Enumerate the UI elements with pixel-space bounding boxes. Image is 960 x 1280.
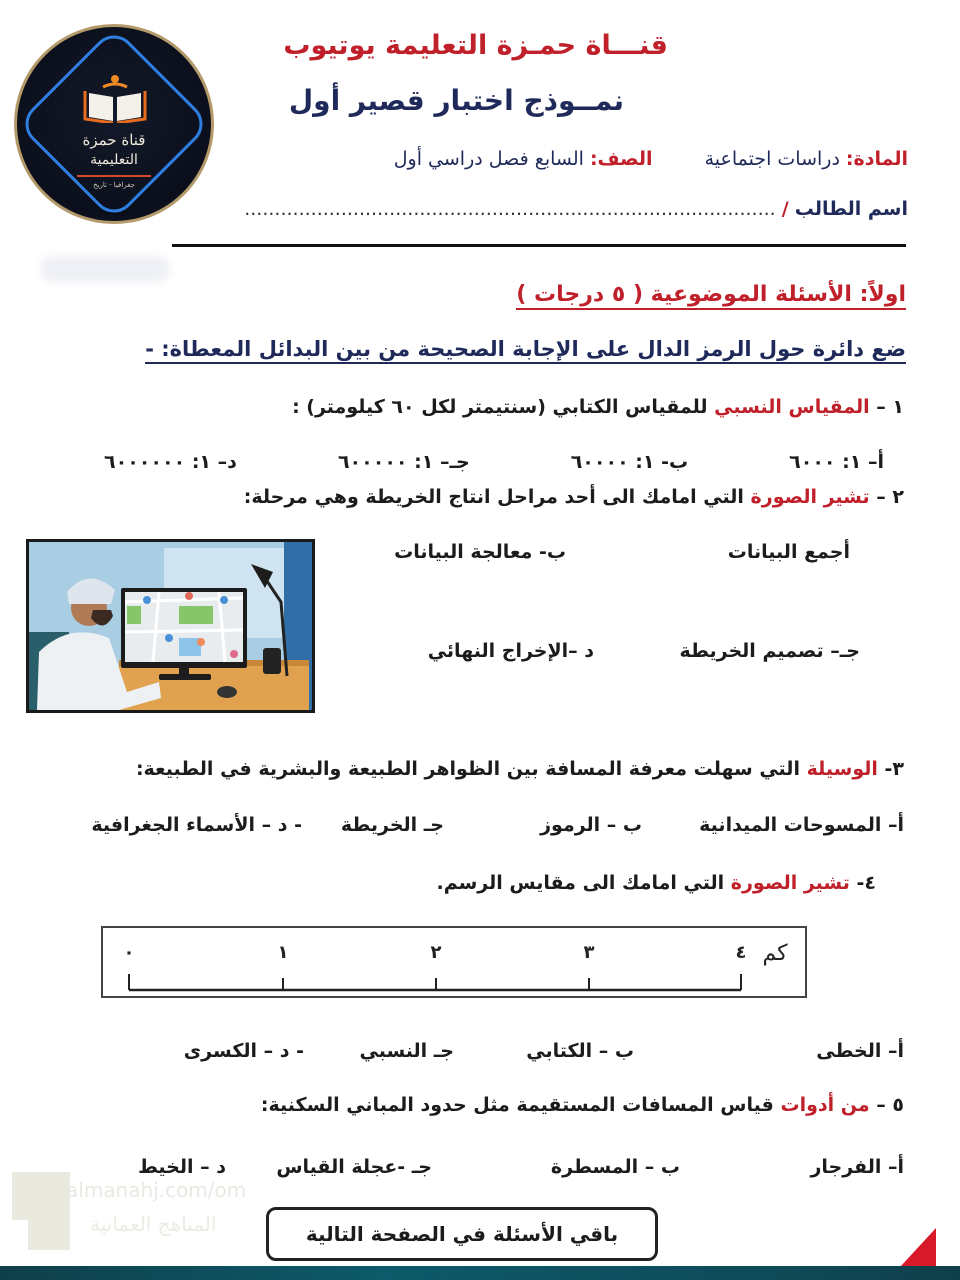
scale-label-4: ٤ [735, 942, 747, 963]
question-text: التي سهلت معرفة المسافة بين الظواهر الطبيعة والبشرية في الطبيعة: [135, 758, 800, 780]
option-d[interactable]: - د – الأسماء الجغرافية [91, 814, 302, 836]
channel-title: قنـــاة حمـزة التعليمة يوتيوب [283, 30, 668, 61]
scale-label-0: ٠ [123, 942, 135, 963]
option-b[interactable]: ب – الكتابي [526, 1040, 634, 1062]
scale-label-1: ١ [277, 942, 289, 963]
question-keyword: من أدوات [780, 1094, 870, 1116]
watermark-block [28, 1172, 70, 1250]
option-d[interactable]: د– ١: ٦٠٠٠٠٠٠ [104, 451, 237, 473]
option-c[interactable]: جـ النسبي [359, 1040, 454, 1062]
question-1-options [104, 451, 884, 473]
logo-text-line1: قناة حمزة [82, 131, 146, 149]
option-b[interactable]: ب – الرموز [540, 814, 642, 836]
question-number: ٥ – [876, 1094, 904, 1116]
logo-divider [77, 175, 151, 177]
next-page-note: باقي الأسئلة في الصفحة التالية [266, 1207, 658, 1261]
scan-smudge [40, 256, 170, 282]
illustration-scene [29, 542, 312, 710]
scale-label-2: ٢ [430, 942, 442, 963]
option-a[interactable]: أ– الفرجار [810, 1156, 904, 1178]
exam-title: نمــوذج اختبار قصير أول [288, 84, 624, 117]
question-number: ٣- [884, 758, 904, 780]
student-name-blank[interactable]: ........................................................................................ [244, 198, 776, 220]
option-a[interactable]: أ– المسوحات الميدانية [699, 814, 904, 836]
option-d[interactable]: - د – الكسرى [183, 1040, 304, 1062]
header-divider [172, 244, 906, 247]
question-4 [437, 872, 877, 894]
exam-meta [388, 148, 908, 170]
subject-value: دراسات اجتماعية [704, 148, 840, 170]
channel-logo [14, 24, 214, 224]
question-keyword: تشير الصورة [750, 486, 870, 508]
option-b[interactable]: ب- معالجة البيانات [394, 541, 566, 563]
option-d[interactable]: د – الخيط [138, 1156, 226, 1178]
option-b[interactable]: ب- ١: ٦٠٠٠٠ [570, 451, 689, 473]
option-a[interactable]: أ– الخطى [816, 1040, 904, 1062]
option-c[interactable]: جـ– ١: ٦٠٠٠٠٠ [337, 451, 470, 473]
logo-diamond-frame [16, 26, 211, 221]
option-c[interactable]: جـ -عجلة القياس [276, 1156, 432, 1178]
question-text: التي امامك الى مقايس الرسم. [436, 872, 725, 894]
subject-label: المادة: [845, 148, 908, 170]
logo-text-line2: التعليمية [90, 152, 138, 168]
question-text: قياس المسافات المستقيمة مثل حدود المباني السكنية: [260, 1094, 774, 1116]
question-5 [261, 1094, 904, 1116]
scale-bar [103, 928, 805, 996]
question-keyword: تشير الصورة [730, 872, 850, 894]
student-label: اسم الطالب [794, 198, 908, 220]
question-number: ٢ – [876, 486, 904, 508]
linear-scale-figure [101, 926, 807, 998]
open-book-icon [79, 73, 151, 123]
question-keyword: المقياس النسبي [714, 396, 870, 418]
map-designer-illustration [26, 539, 315, 713]
grade-label: الصف: [589, 148, 653, 170]
student-separator: / [781, 198, 789, 220]
question-text: للمقياس الكتابي (سنتيمتر لكل ٦٠ كيلومتر) : [292, 396, 708, 418]
question-1 [292, 396, 904, 418]
option-c[interactable]: جـ الخريطة [340, 814, 444, 836]
option-d[interactable]: د –الإخراج النهائي [427, 640, 594, 662]
student-name-field[interactable] [244, 198, 908, 220]
scale-label-3: ٣ [583, 942, 595, 963]
watermark-name: المناهج العمانية [90, 1212, 217, 1236]
footer-band [0, 1266, 960, 1280]
question-text: التي امامك الى أحد مراحل انتاج الخريطة وهي مرحلة: [243, 486, 744, 508]
question-number: ١ – [876, 396, 904, 418]
grade-value: السابع فصل دراسي أول [393, 148, 584, 170]
option-b[interactable]: ب – المسطرة [550, 1156, 680, 1178]
question-3 [136, 758, 904, 780]
option-a[interactable]: أ– ١: ٦٠٠٠ [789, 451, 884, 473]
logo-tagline: جغرافيا - تاريخ [93, 181, 135, 189]
section-instruction: ضع دائرة حول الرمز الدال على الإجابة الصحيحة من بين البدائل المعطاة: - [145, 337, 906, 364]
question-keyword: الوسيلة [806, 758, 878, 780]
question-2 [244, 486, 904, 508]
watermark-url: almanahj.com/om [66, 1178, 247, 1202]
option-c[interactable]: جـ– تصميم الخريطة [679, 640, 860, 662]
option-a[interactable]: أجمع البيانات [727, 541, 850, 563]
section-title: اولاً: الأسئلة الموضوعية ( ٥ درجات ) [516, 282, 906, 310]
question-number: ٤- [856, 872, 876, 894]
scale-unit-label: كم [762, 941, 788, 966]
